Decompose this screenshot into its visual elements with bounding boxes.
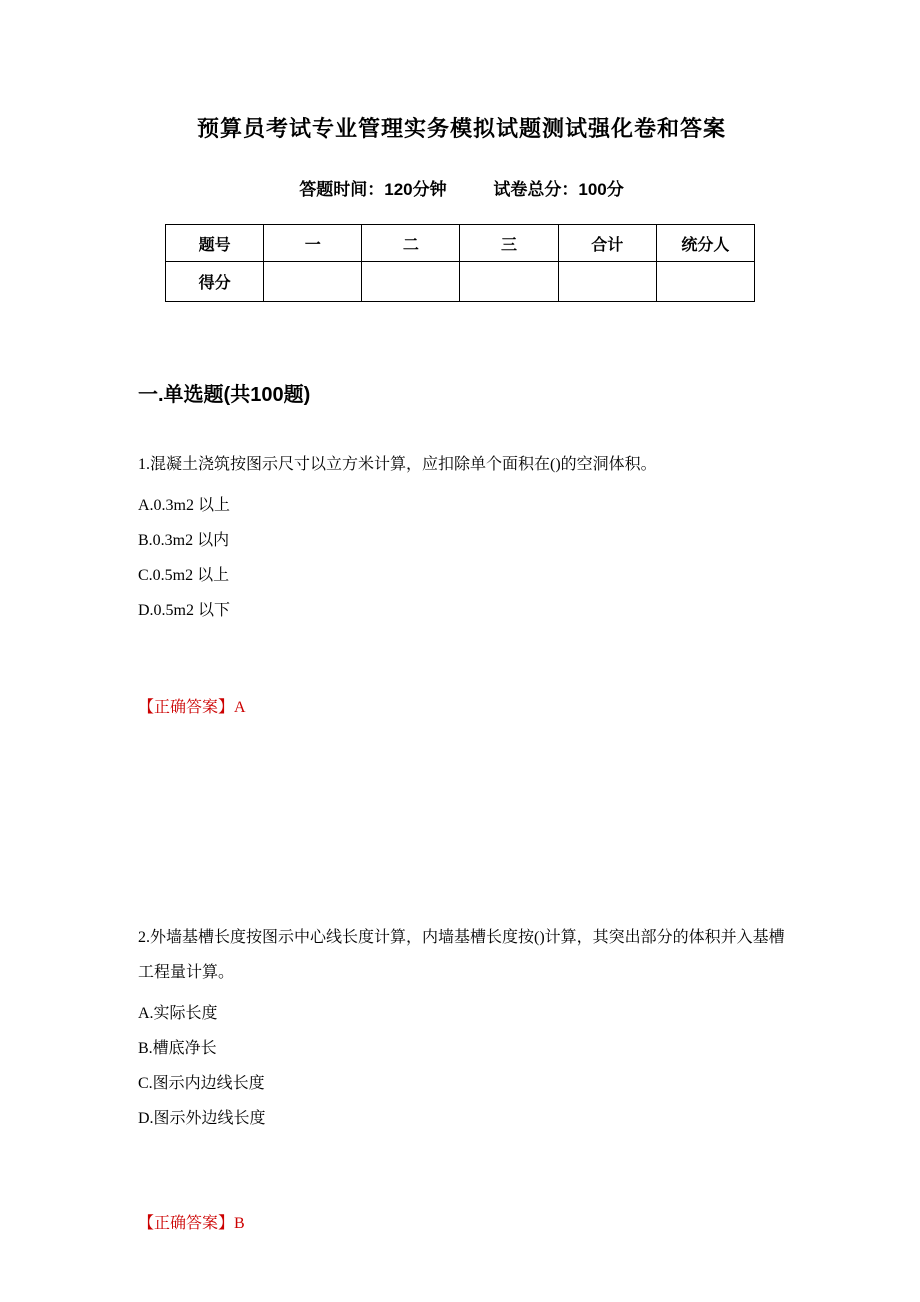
score-row-label: 得分 <box>166 262 264 302</box>
question-stem: 1.混凝土浇筑按图示尺寸以立方米计算，应扣除单个面积在()的空洞体积。 <box>138 456 657 473</box>
option-d: D.图示外边线长度 <box>138 1110 266 1127</box>
page-title: 预算员考试专业管理实务模拟试题测试强化卷和答案 <box>196 116 726 141</box>
answer-label: 【正确答案】 <box>138 699 235 716</box>
answer-value: B <box>234 1215 245 1232</box>
question-1 <box>138 447 785 628</box>
answer-line-1 <box>138 696 785 720</box>
answer-line-2 <box>138 1212 785 1236</box>
answer-label: 【正确答案】 <box>138 1215 235 1232</box>
score-cell <box>264 262 362 302</box>
score-table-header-cell: 合计 <box>558 225 656 262</box>
question-options <box>138 488 785 628</box>
question-options <box>138 996 785 1136</box>
option-b: B.0.3m2 以内 <box>138 532 230 549</box>
score-table-header-cell: 三 <box>460 225 558 262</box>
score-table-score-row <box>166 262 755 302</box>
score-table-header-cell: 二 <box>362 225 460 262</box>
exam-meta <box>138 175 785 200</box>
score-cell <box>558 262 656 302</box>
score-table-header-cell: 一 <box>264 225 362 262</box>
score-table-header-row <box>166 225 755 262</box>
option-b: B.槽底净长 <box>138 1040 217 1057</box>
option-a: A.0.3m2 以上 <box>138 497 231 514</box>
option-d: D.0.5m2 以下 <box>138 602 231 619</box>
exam-time: 答题时间：120分钟 <box>299 180 447 199</box>
score-cell <box>656 262 754 302</box>
section-heading: 一.单选题(共100题) <box>138 384 311 406</box>
score-table-header-cell: 题号 <box>166 225 264 262</box>
question-2 <box>138 920 785 1136</box>
option-a: A.实际长度 <box>138 1005 218 1022</box>
score-table <box>165 224 755 302</box>
score-table-header-cell: 统分人 <box>656 225 754 262</box>
answer-value: A <box>234 699 246 716</box>
option-c: C.图示内边线长度 <box>138 1075 265 1092</box>
exam-total-score: 试卷总分：100分 <box>493 180 624 199</box>
score-cell <box>460 262 558 302</box>
score-cell <box>362 262 460 302</box>
option-c: C.0.5m2 以上 <box>138 567 230 584</box>
question-stem: 2.外墙基槽长度按图示中心线长度计算，内墙基槽长度按()计算，其突出部分的体积并入基槽工程量计算。 <box>138 929 785 981</box>
